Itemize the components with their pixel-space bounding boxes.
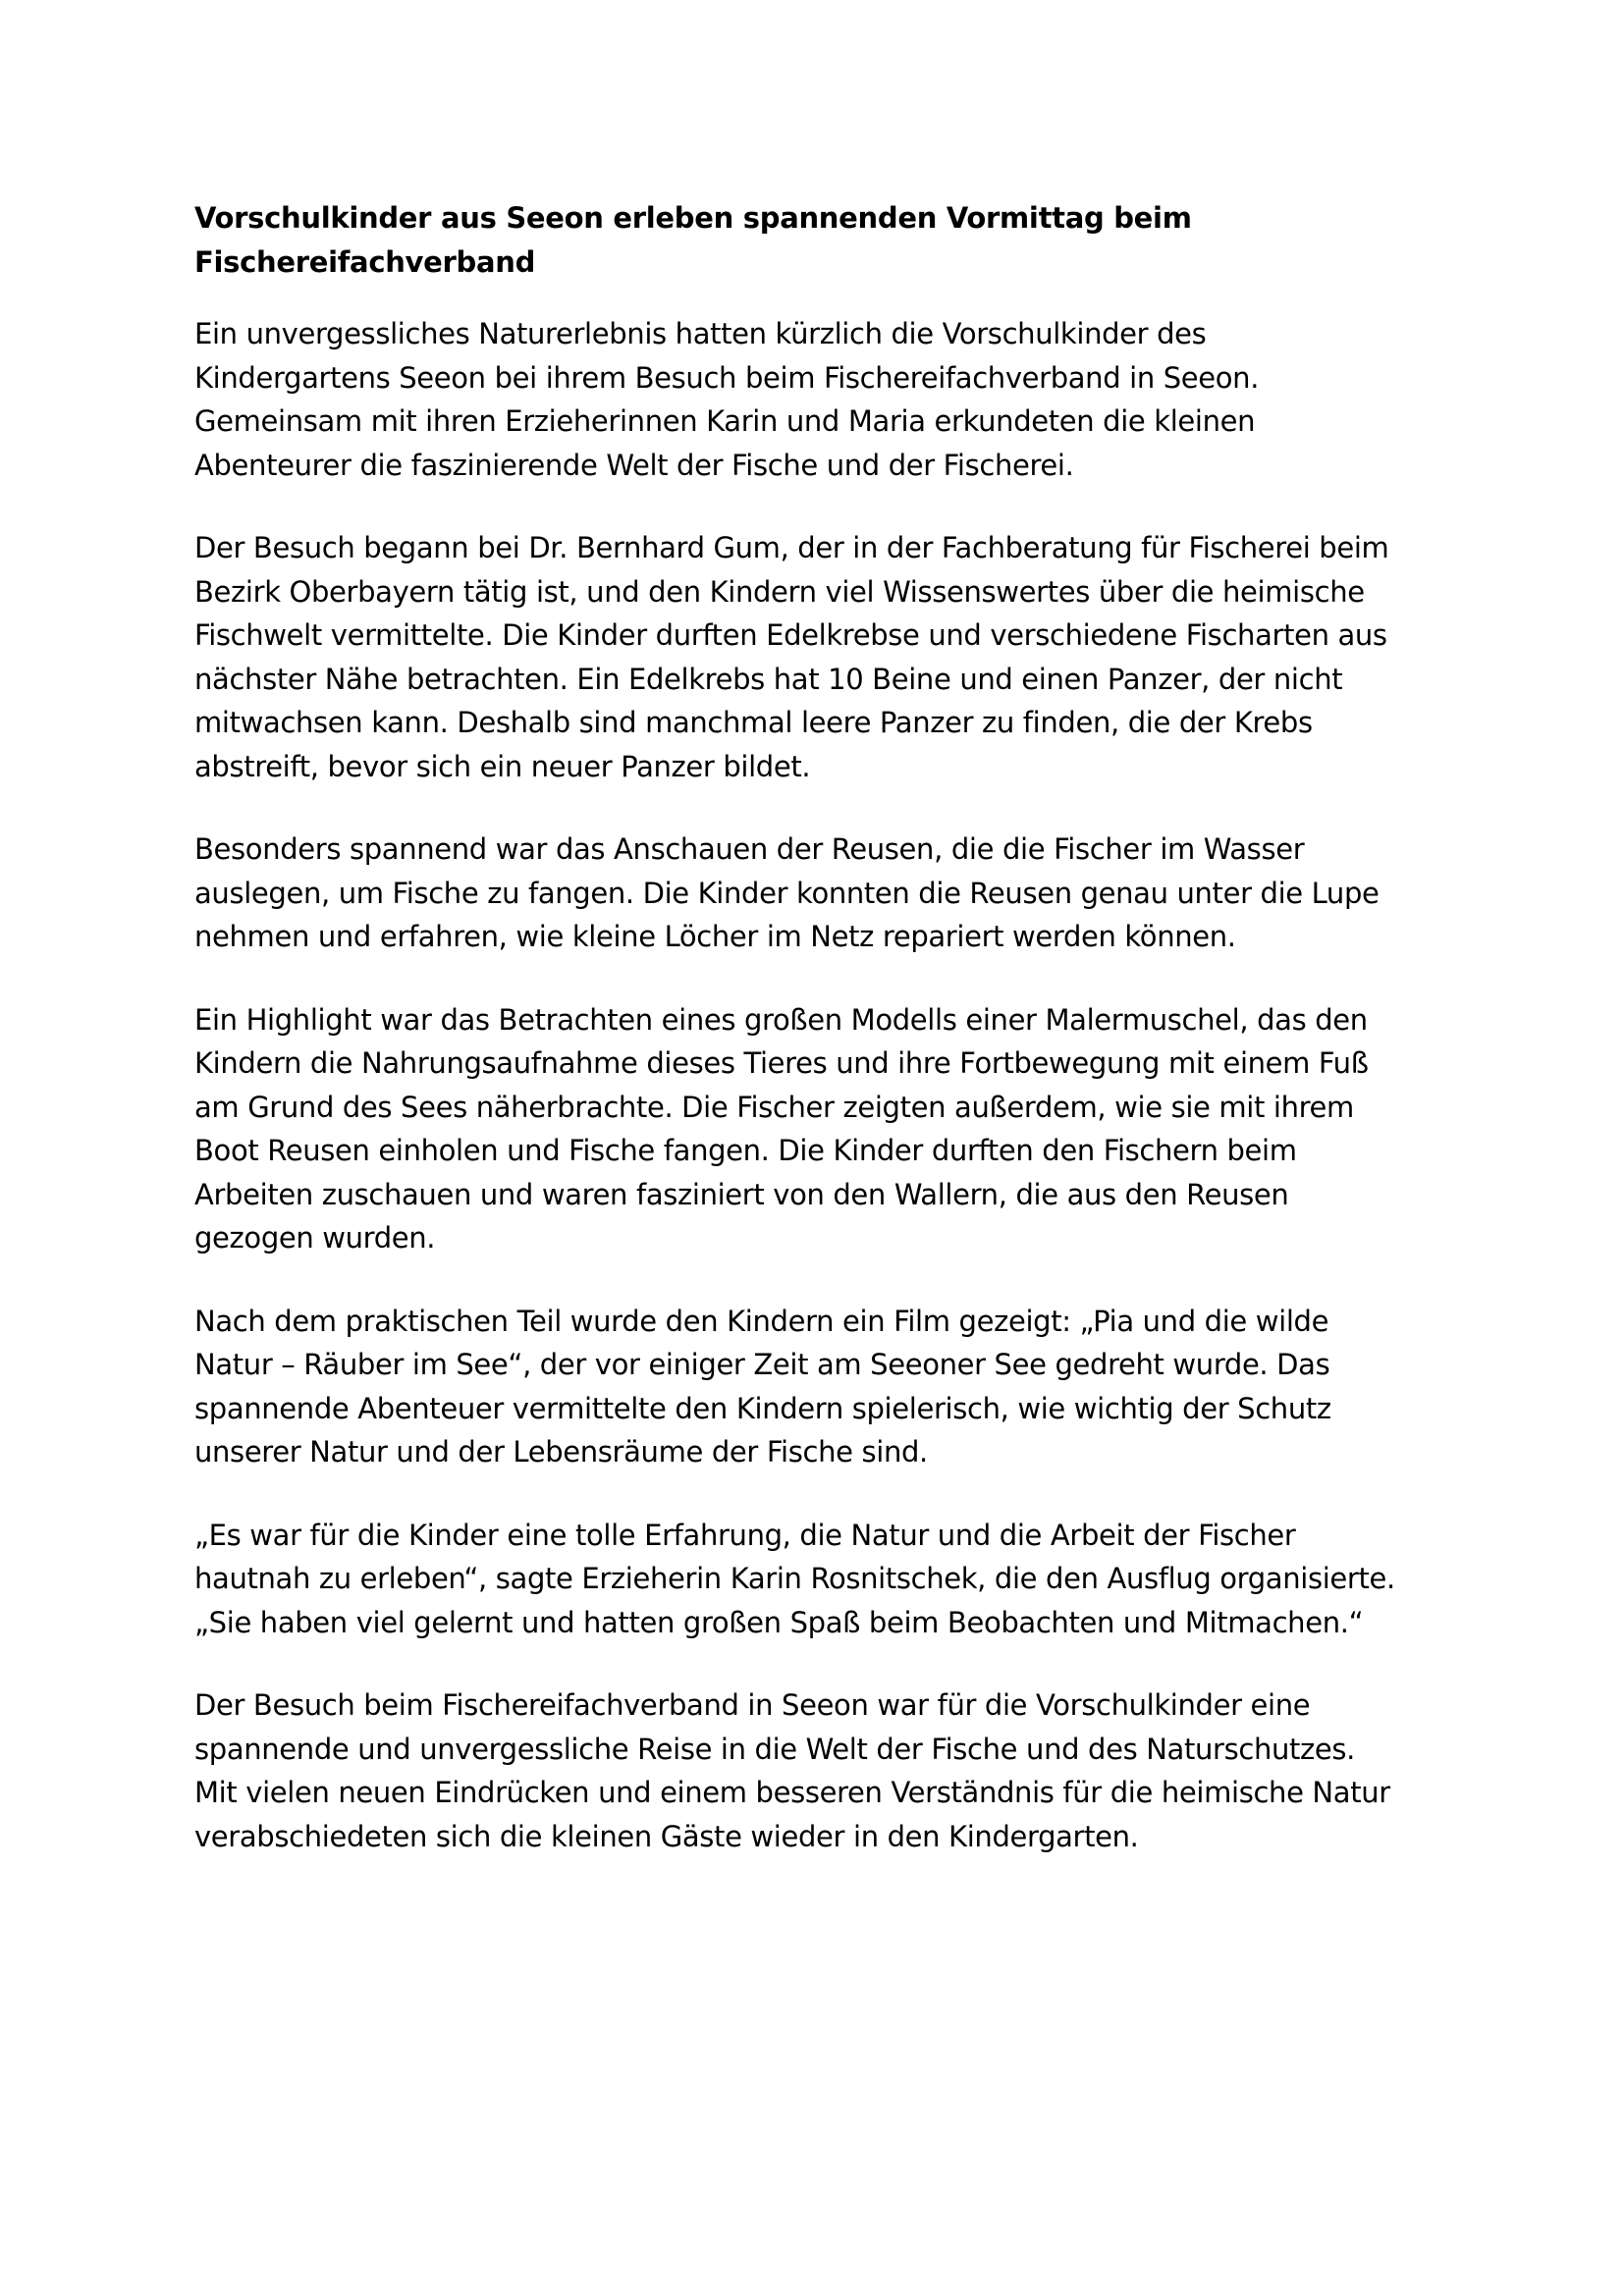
title-line: Fischereifachverband bbox=[194, 245, 536, 279]
paragraph-film bbox=[194, 1300, 1446, 1474]
article-title bbox=[194, 196, 1446, 285]
text-line: Mit vielen neuen Eindrücken und einem besseren Verständnis für die heimische Natur bbox=[194, 1776, 1390, 1809]
text-line: Fischwelt vermittelte. Die Kinder durften Edelkrebse und verschiedene Fischarten aus bbox=[194, 618, 1387, 652]
text-line: Kindergartens Seeon bei ihrem Besuch beim Fischereifachverband in Seeon. bbox=[194, 360, 1260, 395]
text-line: spannende Abenteuer vermittelte den Kindern spielerisch, wie wichtig der Schutz bbox=[194, 1391, 1331, 1425]
text-line: mitwachsen kann. Deshalb sind manchmal leere Panzer zu finden, die der Krebs bbox=[194, 706, 1313, 739]
paragraph-visit-start bbox=[194, 526, 1446, 788]
text-line: Bezirk Oberbayern tätig ist, und den Kindern viel Wissenswertes über die heimische bbox=[194, 574, 1365, 609]
text-line: hautnah zu erleben“, sagte Erzieherin Karin Rosnitschek, die den Ausflug organisierte. bbox=[194, 1562, 1395, 1595]
text-line: am Grund des Sees näherbrachte. Die Fischer zeigten außerdem, wie sie mit ihrem bbox=[194, 1090, 1354, 1124]
text-line: nächster Nähe betrachten. Ein Edelkrebs hat 10 Beine und einen Panzer, der nicht bbox=[194, 662, 1343, 696]
text-line: Der Besuch begann bei Dr. Bernhard Gum, der in der Fachberatung für Fischerei beim bbox=[194, 531, 1389, 564]
text-line: Ein unvergessliches Naturerlebnis hatten kürzlich die Vorschulkinder des bbox=[194, 317, 1207, 350]
text-line: Gemeinsam mit ihren Erzieherinnen Karin und Maria erkundeten die kleinen bbox=[194, 404, 1256, 438]
paragraph-highlight bbox=[194, 998, 1446, 1260]
paragraph-reusen bbox=[194, 828, 1446, 959]
text-line: Natur – Räuber im See“, der vor einiger Zeit am Seeoner See gedreht wurde. Das bbox=[194, 1348, 1330, 1381]
text-line: Arbeiten zuschauen und waren fasziniert von den Wallern, die aus den Reusen bbox=[194, 1177, 1289, 1211]
title-line: Vorschulkinder aus Seeon erleben spannenden Vormittag beim bbox=[194, 201, 1192, 235]
text-line: Nach dem praktischen Teil wurde den Kindern ein Film gezeigt: „Pia und die wilde bbox=[194, 1304, 1329, 1338]
text-line: abstreift, bevor sich ein neuer Panzer bildet. bbox=[194, 749, 811, 783]
article-body bbox=[194, 196, 1446, 1897]
text-line: Der Besuch beim Fischereifachverband in Seeon war für die Vorschulkinder eine bbox=[194, 1688, 1311, 1722]
text-line: „Sie haben viel gelernt und hatten großen Spaß beim Beobachten und Mitmachen.“ bbox=[194, 1605, 1364, 1639]
text-line: Ein Highlight war das Betrachten eines großen Modells einer Malermuschel, das den bbox=[194, 1002, 1368, 1037]
text-line: verabschiedeten sich die kleinen Gäste wieder in den Kindergarten. bbox=[194, 1819, 1139, 1853]
text-line: unserer Natur und der Lebensräume der Fische sind. bbox=[194, 1435, 928, 1468]
text-line: Abenteurer die faszinierende Welt der Fische und der Fischerei. bbox=[194, 448, 1074, 482]
paragraph-intro bbox=[194, 312, 1446, 487]
text-line: Boot Reusen einholen und Fische fangen. Die Kinder durften den Fischern beim bbox=[194, 1134, 1297, 1167]
text-line: spannende und unvergessliche Reise in die Welt der Fische und des Naturschutzes. bbox=[194, 1732, 1356, 1766]
text-line: gezogen wurden. bbox=[194, 1221, 436, 1255]
text-line: „Es war für die Kinder eine tolle Erfahrung, die Natur und die Arbeit der Fischer bbox=[194, 1518, 1296, 1552]
paragraph-conclusion bbox=[194, 1683, 1446, 1858]
paragraph-quote bbox=[194, 1514, 1446, 1645]
text-line: auslegen, um Fische zu fangen. Die Kinder konnten die Reusen genau unter die Lupe bbox=[194, 876, 1380, 910]
text-line: nehmen und erfahren, wie kleine Löcher im Netz repariert werden können. bbox=[194, 920, 1236, 953]
text-line: Kindern die Nahrungsaufnahme dieses Tieres und ihre Fortbewegung mit einem Fuß bbox=[194, 1046, 1369, 1080]
text-line: Besonders spannend war das Anschauen der Reusen, die die Fischer im Wasser bbox=[194, 832, 1305, 866]
